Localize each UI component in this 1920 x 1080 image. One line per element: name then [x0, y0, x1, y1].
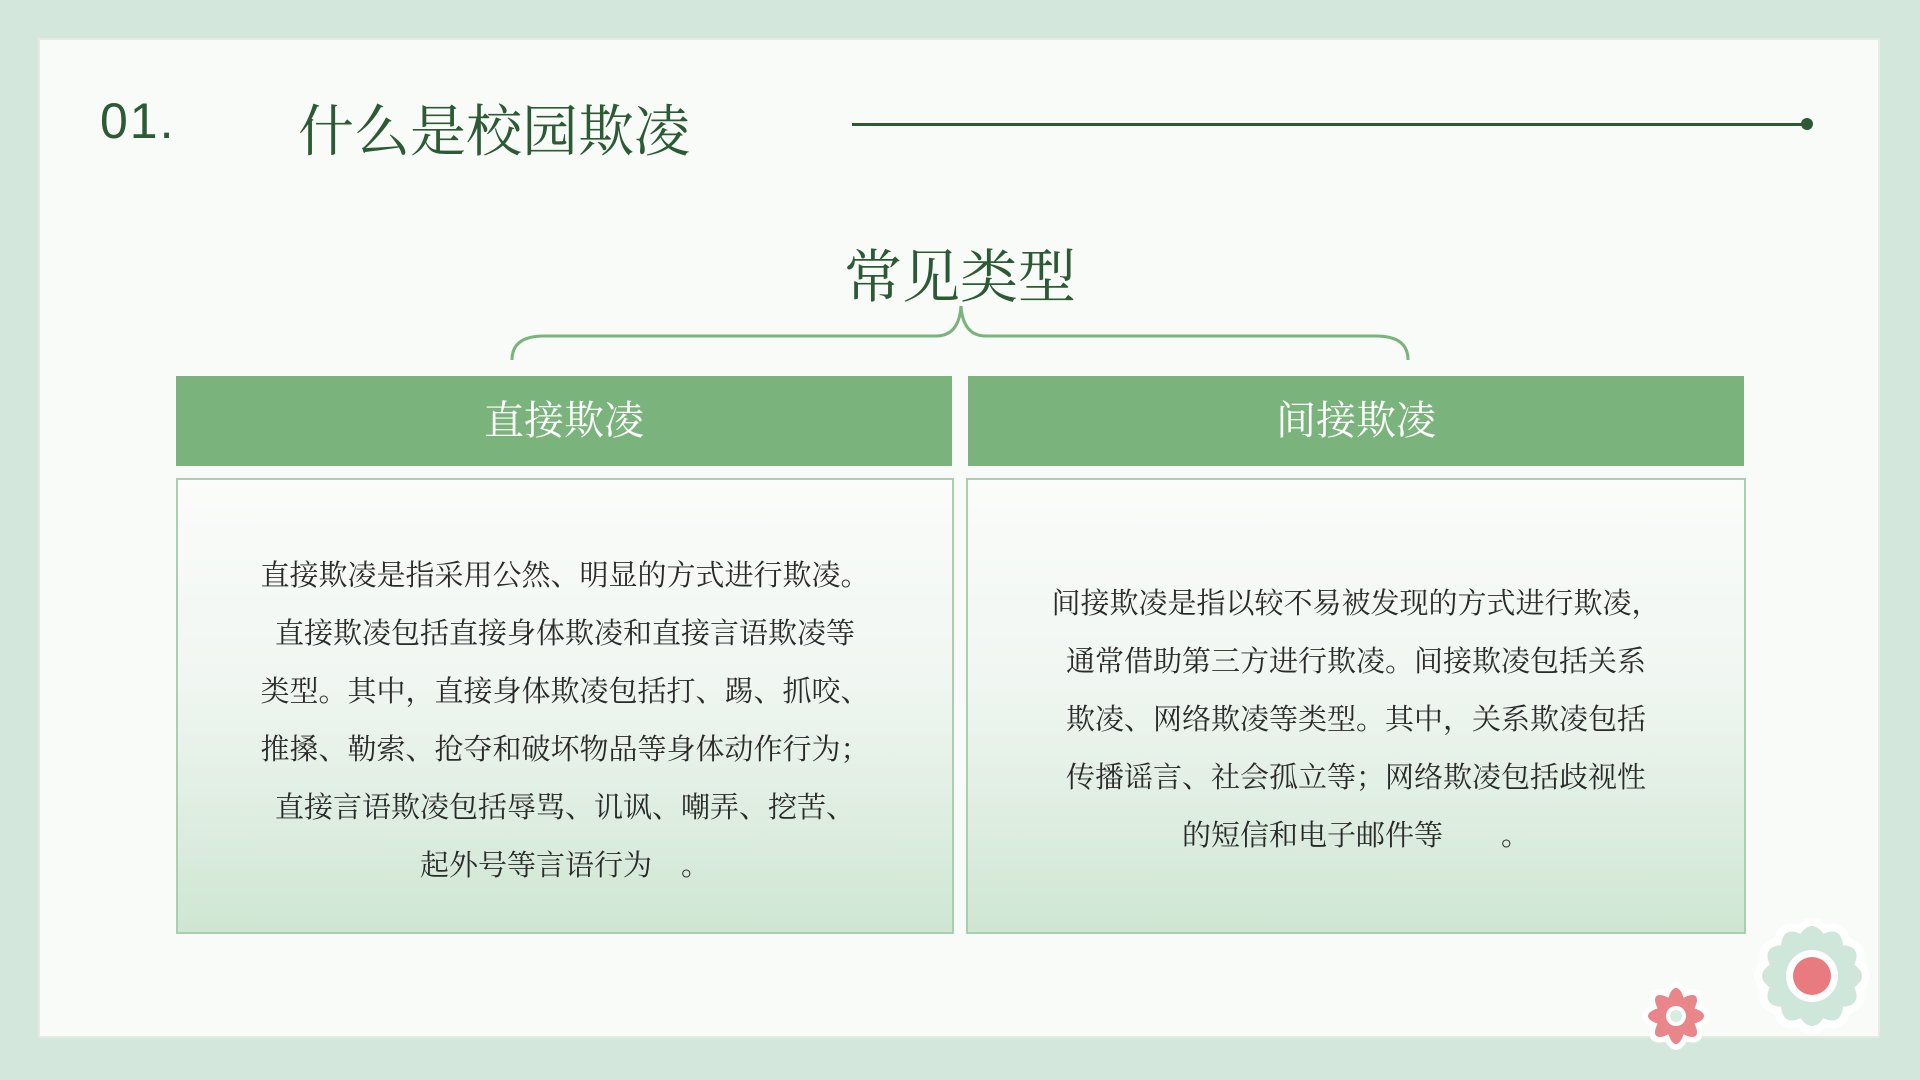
column-text	[968, 574, 1744, 864]
text-line: 的短信和电子邮件等 。	[1181, 818, 1530, 852]
column-body-indirect	[966, 478, 1746, 934]
title-divider-line	[852, 123, 1808, 126]
text-line: 传播谣言、社会孤立等；网络欺凌包括歧视性	[1065, 760, 1646, 794]
large-mint-flower-icon	[1747, 911, 1877, 1041]
flower-decoration	[1620, 880, 1910, 1080]
small-pink-flower-icon	[1641, 981, 1712, 1052]
column-heading: 直接欺凌	[484, 398, 644, 444]
text-line: 直接欺凌包括直接身体欺凌和直接言语欺凌等	[274, 616, 855, 650]
text-line: 起外号等言语行为 。	[419, 848, 710, 882]
title-divider-dot	[1801, 118, 1813, 130]
text-line: 欺凌、网络欺凌等类型。其中，关系欺凌包括	[1065, 702, 1646, 736]
column-heading: 间接欺凌	[1276, 398, 1436, 444]
section-number: 01.	[100, 93, 176, 149]
text-line: 直接言语欺凌包括辱骂、讥讽、嘲弄、挖苦、	[274, 790, 855, 824]
text-line: 间接欺凌是指以较不易被发现的方式进行欺凌，	[1051, 586, 1661, 620]
brace-connector	[500, 300, 1420, 362]
page-title: 什么是校园欺凌	[298, 100, 690, 165]
text-line: 类型。其中，直接身体欺凌包括打、踢、抓咬、	[260, 674, 870, 708]
column-text	[178, 546, 952, 894]
text-line: 直接欺凌是指采用公然、明显的方式进行欺凌。	[260, 558, 870, 592]
text-line: 通常借助第三方进行欺凌。间接欺凌包括关系	[1065, 644, 1646, 678]
section-title: 常见类型	[843, 243, 1076, 311]
column-body-direct	[176, 478, 954, 934]
column-header-direct	[176, 376, 952, 466]
column-header-indirect	[968, 376, 1744, 466]
text-line: 推搡、勒索、抢夺和破坏物品等身体动作行为；	[260, 732, 870, 766]
